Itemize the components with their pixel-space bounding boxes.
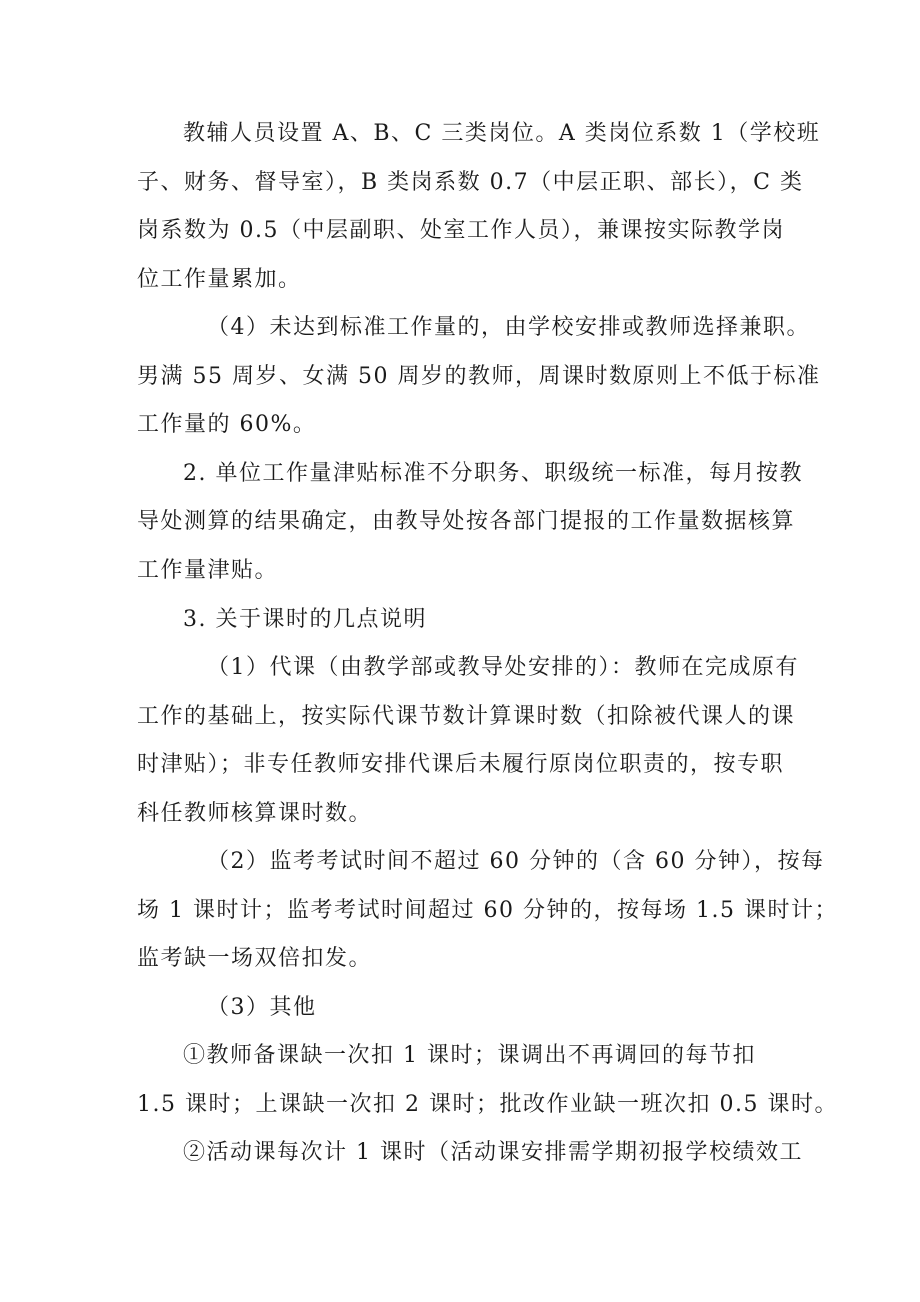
paragraph-line-13: 工作的基础上，按实际代课节数计算课时数（扣除被代课人的课 [137, 704, 796, 729]
paragraph-line-10: 工作量津贴。 [137, 558, 279, 583]
paragraph-line-8: 2. 单位工作量津贴标准不分职务、职级统一标准，每月按教 [183, 461, 803, 486]
paragraph-line-15: 科任教师核算课时数。 [137, 801, 373, 826]
paragraph-line-18: 监考缺一场双倍扣发。 [137, 946, 373, 971]
paragraph-line-7: 工作量的 60%。 [137, 412, 317, 437]
paragraph-line-19: （3）其他 [207, 995, 317, 1020]
paragraph-line-2: 子、财务、督导室），B 类岗系数 0.7（中层正职、部长），C 类 [137, 170, 804, 195]
paragraph-line-9: 导处测算的结果确定，由教导处按各部门提报的工作量数据核算 [137, 509, 796, 534]
paragraph-line-22: ②活动课每次计 1 课时（活动课安排需学期初报学校绩效工 [183, 1140, 803, 1165]
paragraph-line-20: ①教师备课缺一次扣 1 课时；课调出不再调回的每节扣 [183, 1043, 756, 1068]
paragraph-line-5: （4）未达到标准工作量的，由学校安排或教师选择兼职。 [207, 315, 810, 340]
paragraph-line-1: 教辅人员设置 A、B、C 三类岗位。A 类岗位系数 1（学校班 [183, 121, 821, 146]
paragraph-line-6: 男满 55 周岁、女满 50 周岁的教师，周课时数原则上不低于标准 [137, 364, 821, 389]
paragraph-line-16: （2）监考考试时间不超过 60 分钟的（含 60 分钟），按每 [207, 849, 825, 874]
paragraph-line-14: 时津贴）；非专任教师安排代课后未履行原岗位职责的，按专职 [137, 752, 785, 777]
paragraph-line-21: 1.5 课时；上课缺一次扣 2 课时；批改作业缺一班次扣 0.5 课时。 [137, 1092, 838, 1117]
section-heading: 3. 关于课时的几点说明 [183, 607, 427, 632]
paragraph-line-3: 岗系数为 0.5（中层副职、处室工作人员），兼课按实际教学岗 [137, 218, 785, 243]
paragraph-line-4: 位工作量累加。 [137, 267, 302, 292]
paragraph-line-12: （1）代课（由教学部或教导处安排的）：教师在完成原有 [207, 655, 799, 680]
paragraph-line-17: 场 1 课时计；监考考试时间超过 60 分钟的，按每场 1.5 课时计； [137, 898, 838, 923]
